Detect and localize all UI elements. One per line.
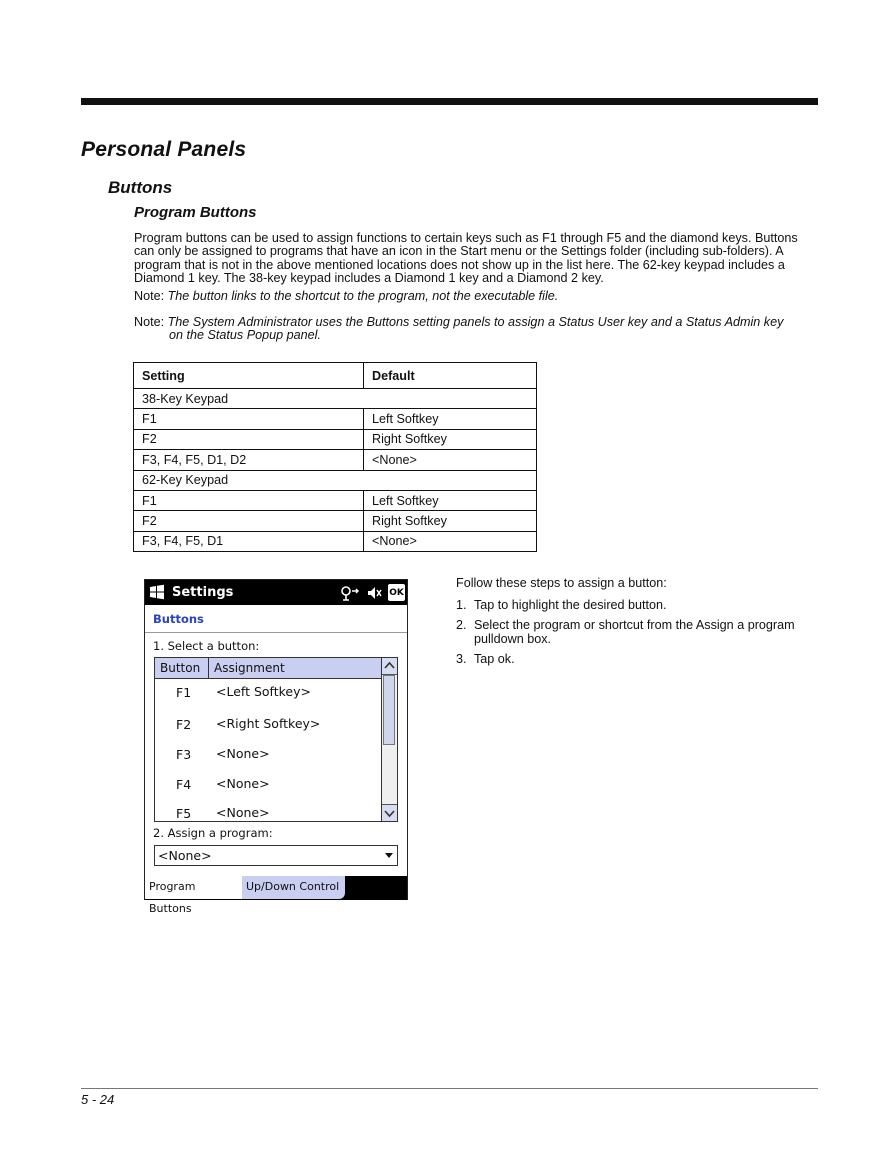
list-item[interactable]	[155, 680, 383, 704]
chevron-down-icon	[382, 805, 397, 821]
list-item[interactable]	[155, 801, 383, 822]
table-group-cell: 38-Key Keypad	[134, 389, 537, 409]
list-item-key: F5	[176, 806, 192, 821]
table-cell: <None>	[364, 450, 537, 470]
list-item-value: <None>	[216, 805, 270, 820]
note-label: Note:	[134, 289, 165, 303]
title-bar-icons	[340, 583, 405, 602]
bottom-rule	[81, 1088, 818, 1089]
table-header-row	[134, 363, 537, 389]
list-item-value: <None>	[216, 746, 270, 761]
note-text: The button links to the shortcut to the program, not the executable file.	[167, 289, 559, 303]
table-cell: F2	[134, 511, 364, 531]
step-item	[456, 598, 816, 612]
step-text: Tap to highlight the desired button.	[474, 598, 667, 612]
settings-table	[133, 362, 537, 552]
assign-program-dropdown[interactable]	[154, 845, 398, 866]
note-text-continued: on the Status Popup panel.	[169, 328, 321, 343]
device-panel-header	[145, 605, 407, 633]
button-listbox[interactable]	[154, 657, 398, 822]
step2-label: 2. Assign a program:	[153, 826, 273, 840]
note-1	[134, 290, 816, 303]
list-item-key: F3	[176, 747, 192, 762]
subsection-title: Buttons	[108, 178, 173, 197]
table-cell: F2	[134, 429, 364, 449]
table-cell: F3, F4, F5, D1, D2	[134, 450, 364, 470]
steps-list	[456, 576, 816, 672]
list-item[interactable]	[155, 742, 383, 766]
intro-paragraph: Program buttons can be used to assign functions to certain keys such as F1 through F5 and the diamond keys. Buttons can only be assigned to programs that have an icon in the Start menu or the Settings folder (including sub-folders). A program that is not in the above mentioned locations does not show up in the list here. The 62-key keypad includes a Diamond 1 key. The 38-key keypad includes a Diamond 1 key and a Diamond 2 key.	[134, 231, 798, 285]
table-cell: F1	[134, 490, 364, 510]
panel-header-label: Buttons	[153, 612, 204, 626]
scroll-down-button[interactable]	[382, 804, 397, 821]
speaker-muted-icon[interactable]	[366, 585, 382, 601]
table-cell: Right Softkey	[364, 511, 537, 531]
step-text: Tap ok.	[474, 652, 515, 666]
device-title-bar	[145, 580, 407, 605]
ok-button[interactable]: OK	[388, 584, 405, 601]
list-item[interactable]	[155, 772, 383, 796]
device-title: Settings	[172, 585, 234, 600]
tab-up-down-control[interactable]: Up/Down Control	[242, 876, 345, 899]
step-number: 2.	[456, 618, 467, 632]
step-number: 3.	[456, 652, 467, 666]
device-screenshot	[144, 579, 408, 915]
list-item-value: <Left Softkey>	[216, 684, 311, 699]
step1-label: 1. Select a button:	[153, 639, 260, 653]
list-item-value: <None>	[216, 776, 270, 791]
step-item	[456, 618, 816, 646]
scroll-up-button[interactable]	[382, 658, 397, 675]
connectivity-icon[interactable]	[340, 585, 360, 601]
table-row	[134, 389, 537, 409]
steps-intro: Follow these steps to assign a button:	[456, 576, 667, 590]
page-number: 5 - 24	[81, 1092, 115, 1107]
table-cell: Left Softkey	[364, 490, 537, 510]
list-item-key: F1	[176, 685, 192, 700]
table-row	[134, 470, 537, 490]
scroll-thumb[interactable]	[383, 675, 395, 745]
step-number: 1.	[456, 598, 467, 612]
list-item-value: <Right Softkey>	[216, 716, 321, 731]
table-cell: Right Softkey	[364, 429, 537, 449]
table-cell: Left Softkey	[364, 409, 537, 429]
note-text: The System Administrator uses the Buttons setting panels to assign a Status User key and a Status Admin key	[167, 315, 784, 329]
tab-program-buttons[interactable]: Program Buttons	[145, 876, 242, 899]
list-header-button[interactable]: Button	[155, 658, 209, 678]
note-2	[134, 316, 816, 343]
column-header: Setting	[134, 363, 364, 389]
table-group-cell: 62-Key Keypad	[134, 470, 537, 490]
chevron-up-icon	[382, 658, 397, 674]
list-item-key: F2	[176, 717, 192, 732]
table-row	[134, 490, 537, 510]
table-cell: <None>	[364, 531, 537, 551]
list-header	[155, 658, 383, 679]
top-rule	[81, 98, 818, 105]
dropdown-value: <None>	[158, 848, 212, 863]
table-row	[134, 450, 537, 470]
table-cell: F3, F4, F5, D1	[134, 531, 364, 551]
device-tab-bar	[145, 876, 407, 915]
table-row	[134, 511, 537, 531]
table-row	[134, 409, 537, 429]
list-header-assignment[interactable]: Assignment	[214, 661, 285, 675]
list-item-key: F4	[176, 777, 192, 792]
step-item	[456, 652, 816, 666]
subsubsection-title: Program Buttons	[134, 204, 257, 221]
table-row	[134, 531, 537, 551]
table-row	[134, 429, 537, 449]
list-item[interactable]	[155, 712, 383, 736]
windows-logo-icon[interactable]	[149, 584, 165, 600]
section-title: Personal Panels	[81, 138, 247, 161]
column-header: Default	[364, 363, 537, 389]
list-scrollbar[interactable]	[381, 658, 397, 821]
note-label: Note:	[134, 315, 165, 329]
table-cell: F1	[134, 409, 364, 429]
step-text: Select the program or shortcut from the Assign a program pulldown box.	[474, 618, 795, 646]
dropdown-arrow-icon	[385, 853, 393, 858]
